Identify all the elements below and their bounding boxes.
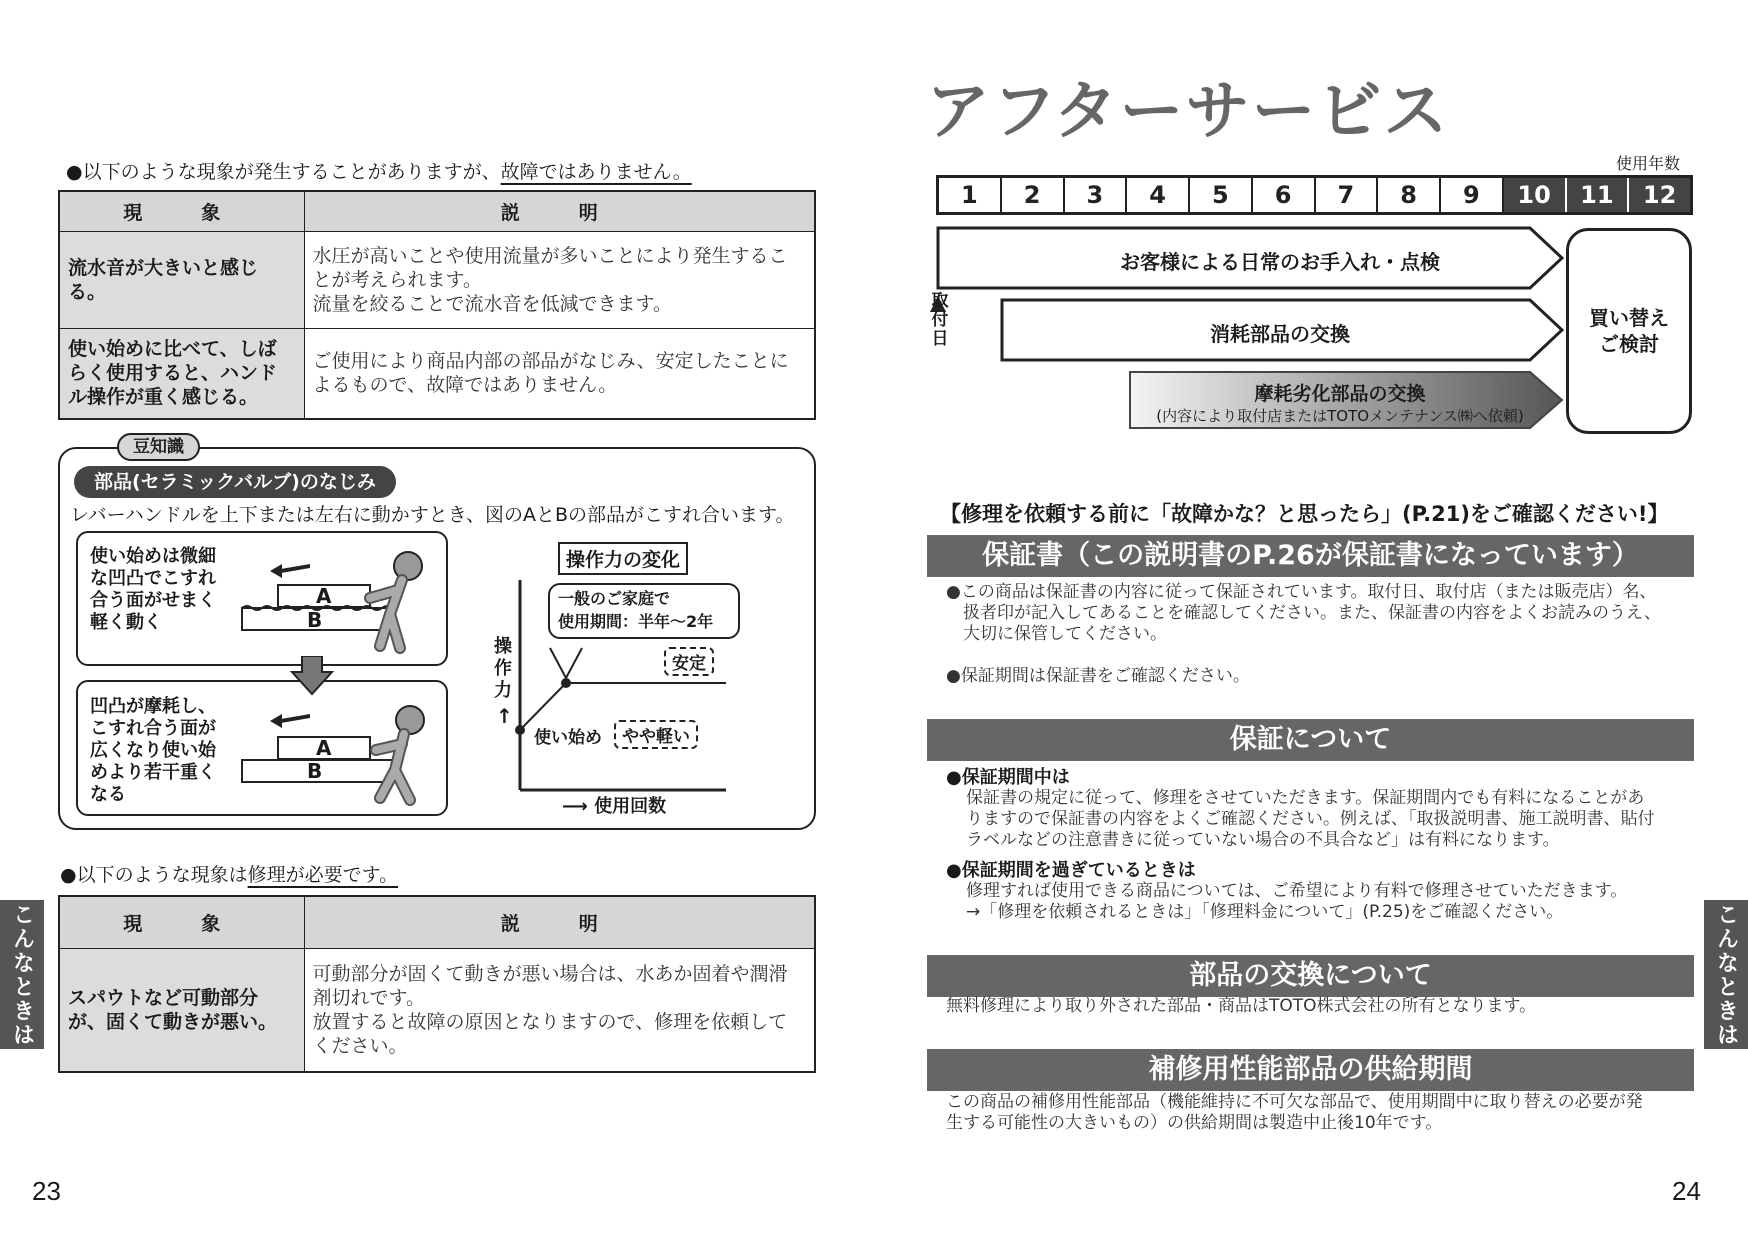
graph-title: 操作力の変化 bbox=[558, 542, 688, 575]
out-of-warranty-heading: ●保証期間を過ぎているときは bbox=[946, 860, 1196, 881]
phenomenon-cell: 流水音が大きいと感じる。 bbox=[59, 231, 304, 328]
part-b-label: B bbox=[307, 608, 323, 632]
tips-title: 部品(セラミックバルブ)のなじみ bbox=[74, 466, 396, 498]
intro-not-fault bbox=[66, 157, 692, 184]
repair-table bbox=[58, 895, 816, 1073]
replacement-line-1: 買い替え bbox=[1589, 306, 1669, 330]
intro-not-fault-emph: 故障ではありません。 bbox=[500, 161, 692, 183]
parts-replacement-heading: 部品の交換について bbox=[927, 955, 1694, 997]
start-point bbox=[515, 725, 525, 735]
intro-repair-emph: 修理が必要です。 bbox=[247, 864, 399, 886]
years-row bbox=[936, 175, 1693, 215]
out-of-warranty-text: 修理すれば使用できる商品については、ご希望により有料で修理させていただきます。 →「修理を依頼されるときは」「修理料金について」(P.25)をご確認ください。 bbox=[966, 881, 1628, 922]
stable-label: 安定 bbox=[664, 647, 714, 676]
intro-not-fault-prefix: ●以下のような現象が発生することがありますが、 bbox=[66, 161, 501, 183]
year-cell: 6 bbox=[1253, 178, 1316, 212]
year-cell: 9 bbox=[1441, 178, 1504, 212]
part-a-label: A bbox=[316, 736, 332, 760]
tips-tag: 豆知識 bbox=[117, 433, 200, 461]
header-explanation: 説 明 bbox=[304, 896, 815, 948]
supply-period-heading: 補修用性能部品の供給期間 bbox=[927, 1049, 1694, 1091]
explanation-cell: 水圧が高いことや使用流量が多いことにより発生することが考えられます。 流量を絞ることで流水音を低減できます。 bbox=[304, 231, 815, 328]
year-cell: 11 bbox=[1567, 178, 1630, 212]
in-warranty-text: 保証書の規定に従って、修理をさせていただきます。保証期間内でも有料になることがあ りますので保証書の内容をよくご確認ください。例えば、「取扱説明書、施工説明書、貼付 ラベルなどの注意書きに従っていない場合の不具合など」は有料になります。 bbox=[966, 788, 1655, 850]
parts-replacement-text: 無料修理により取り外された部品・商品はTOTO株式会社の所有となります。 bbox=[946, 996, 1537, 1016]
side-tab-right[interactable]: こんなときは bbox=[1704, 900, 1748, 1049]
right-arrow-icon: ⟶ bbox=[562, 796, 595, 817]
light-label: やや軽い bbox=[614, 720, 698, 749]
warranty-card-text: ●この商品は保証書の内容に従って保証されています。取付日、取付店（または販売店）名、 扱者印が記入してあることを確認してください。また、保証書の内容をよくお読みのうえ、 大切に保管してください。 bbox=[946, 582, 1662, 644]
warranty-heading: 保証について bbox=[927, 719, 1694, 761]
wear-parts-label: 摩耗劣化部品の交換 bbox=[1254, 383, 1426, 405]
table-row bbox=[59, 328, 815, 419]
replacement-line-2: ご検討 bbox=[1599, 332, 1659, 356]
supply-period-text: この商品の補修用性能部品（機能維持に不可欠な部品で、使用期間中に取り替えの必要が発 生する可能性の大きいもの）の供給期間は製造中止後10年です。 bbox=[946, 1092, 1643, 1133]
year-cell: 2 bbox=[1002, 178, 1065, 212]
replacement-box bbox=[1566, 228, 1692, 434]
page-title: アフターサービス bbox=[926, 75, 1450, 149]
install-date-label: 取付日 bbox=[931, 291, 949, 349]
intro-repair-prefix: ●以下のような現象は bbox=[60, 864, 248, 886]
start-label: 使い始め bbox=[534, 728, 602, 748]
warranty-period-text: ●保証期間は保証書をご確認ください。 bbox=[946, 666, 1250, 686]
page-number-left: 23 bbox=[32, 1176, 61, 1206]
x-axis-label bbox=[562, 792, 666, 818]
intro-repair bbox=[60, 860, 398, 887]
header-phenomenon: 現 象 bbox=[59, 191, 304, 231]
panel-worn-text: 凹凸が摩耗し、 こすれ合う面が 広くなり使い始 めより若干重く なる bbox=[90, 696, 216, 805]
in-warranty-heading: ●保証期間中は bbox=[946, 767, 1070, 788]
panel-initial-text: 使い始めは微細 な凹凸でこすれ 合う面がせまく 軽く動く bbox=[90, 546, 216, 633]
wear-parts-sub: (内容により取付店またはTOTOメンテナンス㈱へ依頼) bbox=[1156, 407, 1524, 425]
side-tab-left[interactable]: こんなときは bbox=[0, 900, 44, 1049]
repair-request-note: 【修理を依頼する前に「故障かな？と思ったら」(P.21)をご確認ください!】 bbox=[940, 502, 1669, 526]
x-axis-label-text: 使用回数 bbox=[594, 796, 667, 817]
year-cell: 12 bbox=[1629, 178, 1690, 212]
year-cell: 10 bbox=[1504, 178, 1567, 212]
slide-arrowhead-icon bbox=[270, 714, 282, 728]
consumables-label: 消耗部品の交換 bbox=[1210, 322, 1350, 346]
header-phenomenon: 現 象 bbox=[59, 896, 304, 948]
down-arrow-icon bbox=[290, 656, 334, 696]
year-cell: 3 bbox=[1065, 178, 1128, 212]
part-a-label: A bbox=[316, 584, 332, 608]
usage-bubble: 一般のご家庭で 使用期間：半年〜2年 bbox=[548, 583, 740, 639]
table-header bbox=[59, 191, 815, 231]
table-row bbox=[59, 948, 815, 1072]
illustration-initial bbox=[230, 540, 440, 660]
header-explanation: 説 明 bbox=[304, 191, 815, 231]
explanation-cell: 可動部分が固くて動きが悪い場合は、水あか固着や潤滑剤切れです。 放置すると故障の原因となりますので、修理を依頼してください。 bbox=[304, 948, 815, 1072]
table-header bbox=[59, 896, 815, 948]
illustration-worn bbox=[230, 700, 440, 820]
years-label: 使用年数 bbox=[1616, 154, 1681, 173]
year-cell: 1 bbox=[939, 178, 1002, 212]
part-b-label: B bbox=[307, 759, 323, 783]
warranty-card-heading: 保証書（この説明書のP.26が保証書になっています） bbox=[927, 535, 1694, 577]
table-row bbox=[59, 231, 815, 328]
phenomenon-cell: 使い始めに比べて、しばらく使用すると、ハンドル操作が重く感じる。 bbox=[59, 328, 304, 419]
daily-care-label: お客様による日常のお手入れ・点検 bbox=[1120, 250, 1440, 274]
up-arrow-icon: ↑ bbox=[496, 704, 513, 728]
page-number-right: 24 bbox=[1672, 1176, 1701, 1206]
phenomenon-cell: スパウトなど可動部分が、固くて動きが悪い。 bbox=[59, 948, 304, 1072]
not-fault-table bbox=[58, 190, 816, 420]
explanation-cell: ご使用により商品内部の部品がなじみ、安定したことによるもので、故障ではありません。 bbox=[304, 328, 815, 419]
slide-arrowhead-icon bbox=[270, 564, 282, 578]
tips-description: レバーハンドルを上下または左右に動かすとき、図のAとBの部品がこすれ合います。 bbox=[70, 504, 795, 526]
year-cell: 7 bbox=[1316, 178, 1379, 212]
year-cell: 8 bbox=[1378, 178, 1441, 212]
year-cell: 5 bbox=[1190, 178, 1253, 212]
year-cell: 4 bbox=[1127, 178, 1190, 212]
y-axis-label: 操作力 bbox=[494, 636, 512, 701]
